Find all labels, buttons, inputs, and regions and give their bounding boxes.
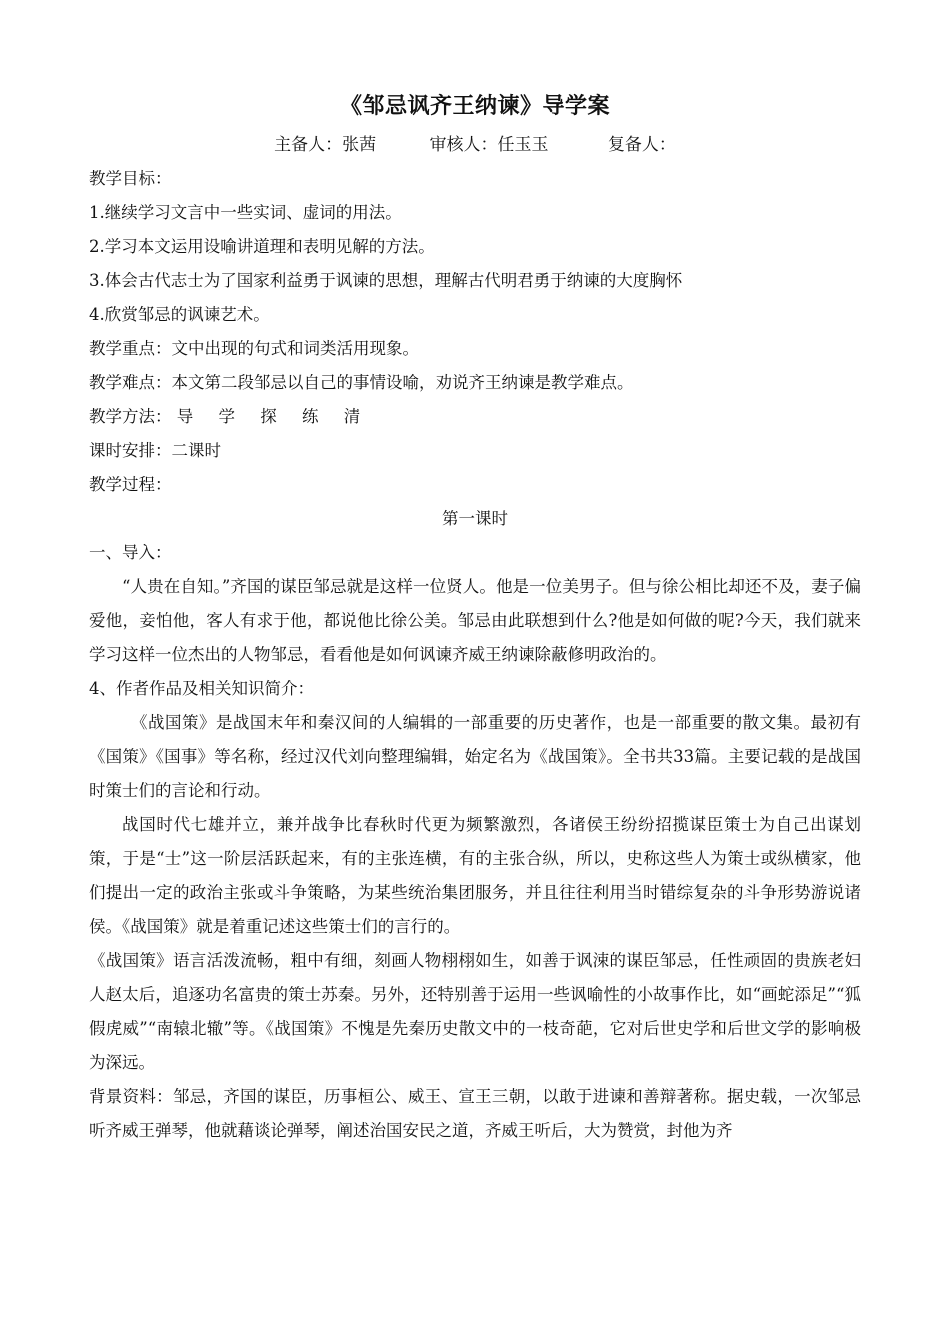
objective-item: 4.欣赏邹忌的讽谏艺术。 — [89, 305, 270, 324]
co-preparer: 复备人： — [607, 135, 676, 155]
author-paragraph: 《战国策》是战国末年和秦汉间的人编辑的一部重要的历史著作，也是一部重要的散文集。最初有《国策》《国事》等名称，经过汉代刘向整理编辑，始定名为《战国策》。全书共33篇。主要记载的是战国时策士们的言论和行动。 — [89, 713, 861, 800]
teaching-methods — [89, 400, 861, 434]
author-paragraph: 《战国策》语言活泼流畅，粗中有细，刻画人物栩栩如生，如善于讽涑的谋臣邹忌，任性顽固的贵族老妇人赵太后，追逐功名富贵的策士苏秦。另外，还特别善于运用一些讽喻性的小故事作比，如“画蛇添足”“狐假虎威”“南辕北辙”等。《战国策》不愧是先秦历史散文中的一枝奇葩，它对后世史学和后世文学的影响极为深远。 — [89, 951, 861, 1072]
method-item: 练 — [302, 407, 319, 426]
background-paragraph: 背景资料：邹忌，齐国的谋臣，历事桓公、威王、宣王三朝，以敢于进谏和善辩著称。据史载，一次邹忌听齐威王弹琴，他就藉谈论弹琴，阐述治国安民之道，齐威王听后，大为赞赏，封他为齐 — [89, 1087, 861, 1140]
objective-item: 1.继续学习文言中一些实词、虚词的用法。 — [89, 203, 402, 222]
lesson-heading: 第一课时 — [442, 509, 508, 528]
key-points: 教学重点：文中出现的句式和词类活用现象。 — [89, 339, 419, 358]
method-item: 学 — [218, 407, 235, 426]
reviewer: 审核人：任玉玉 — [429, 135, 549, 155]
methods-label: 教学方法： — [89, 407, 172, 426]
objective-item: 3.体会古代志士为了国家利益勇于讽谏的思想，理解古代明君勇于纳谏的大度胸怀 — [89, 271, 683, 290]
objective-item: 2.学习本文运用设喻讲道理和表明见解的方法。 — [89, 237, 435, 256]
method-item: 探 — [260, 407, 277, 426]
intro-heading: 一、导入： — [89, 543, 172, 562]
process-heading: 教学过程： — [89, 475, 172, 494]
lead-preparer: 主备人：张茜 — [274, 135, 377, 155]
method-item: 清 — [343, 407, 361, 426]
intro-paragraph: “人贵在自知。”齐国的谋臣邹忌就是这样一位贤人。他是一位美男子。但与徐公相比却还不及，妻子偏爱他，妾怕他，客人有求于他，都说他比徐公美。邹忌由此联想到什么?他是如何做的呢?今天，我们就来学习这样一位杰出的人物邹忌，看看他是如何讽谏齐威王纳谏除蔽修明政治的。 — [89, 577, 861, 664]
staff-line — [89, 132, 861, 158]
difficulties: 教学难点：本文第二段邹忌以自己的事情设喻，劝说齐王纳谏是教学难点。 — [89, 373, 634, 392]
document-title: 《邹忌讽齐王纳谏》导学案 — [339, 94, 610, 119]
author-paragraph: 战国时代七雄并立，兼并战争比春秋时代更为频繁激烈，各诸侯王纷纷招揽谋臣策士为自己出谋划策，于是“士”这一阶层活跃起来，有的主张连横，有的主张合纵，所以，史称这些人为策士或纵横家，他们提出一定的政治主张或斗争策略，为某些统治集团服务，并且往往利用当时错综复杂的斗争形势游说诸侯。《战国策》就是着重记述这些策士们的言行的。 — [89, 815, 861, 936]
schedule: 课时安排：二课时 — [89, 441, 221, 460]
objectives-heading: 教学目标： — [89, 169, 172, 188]
method-item: 导 — [176, 407, 194, 426]
document-page — [89, 92, 861, 1148]
author-heading: 4、作者作品及相关知识简介： — [89, 679, 314, 698]
